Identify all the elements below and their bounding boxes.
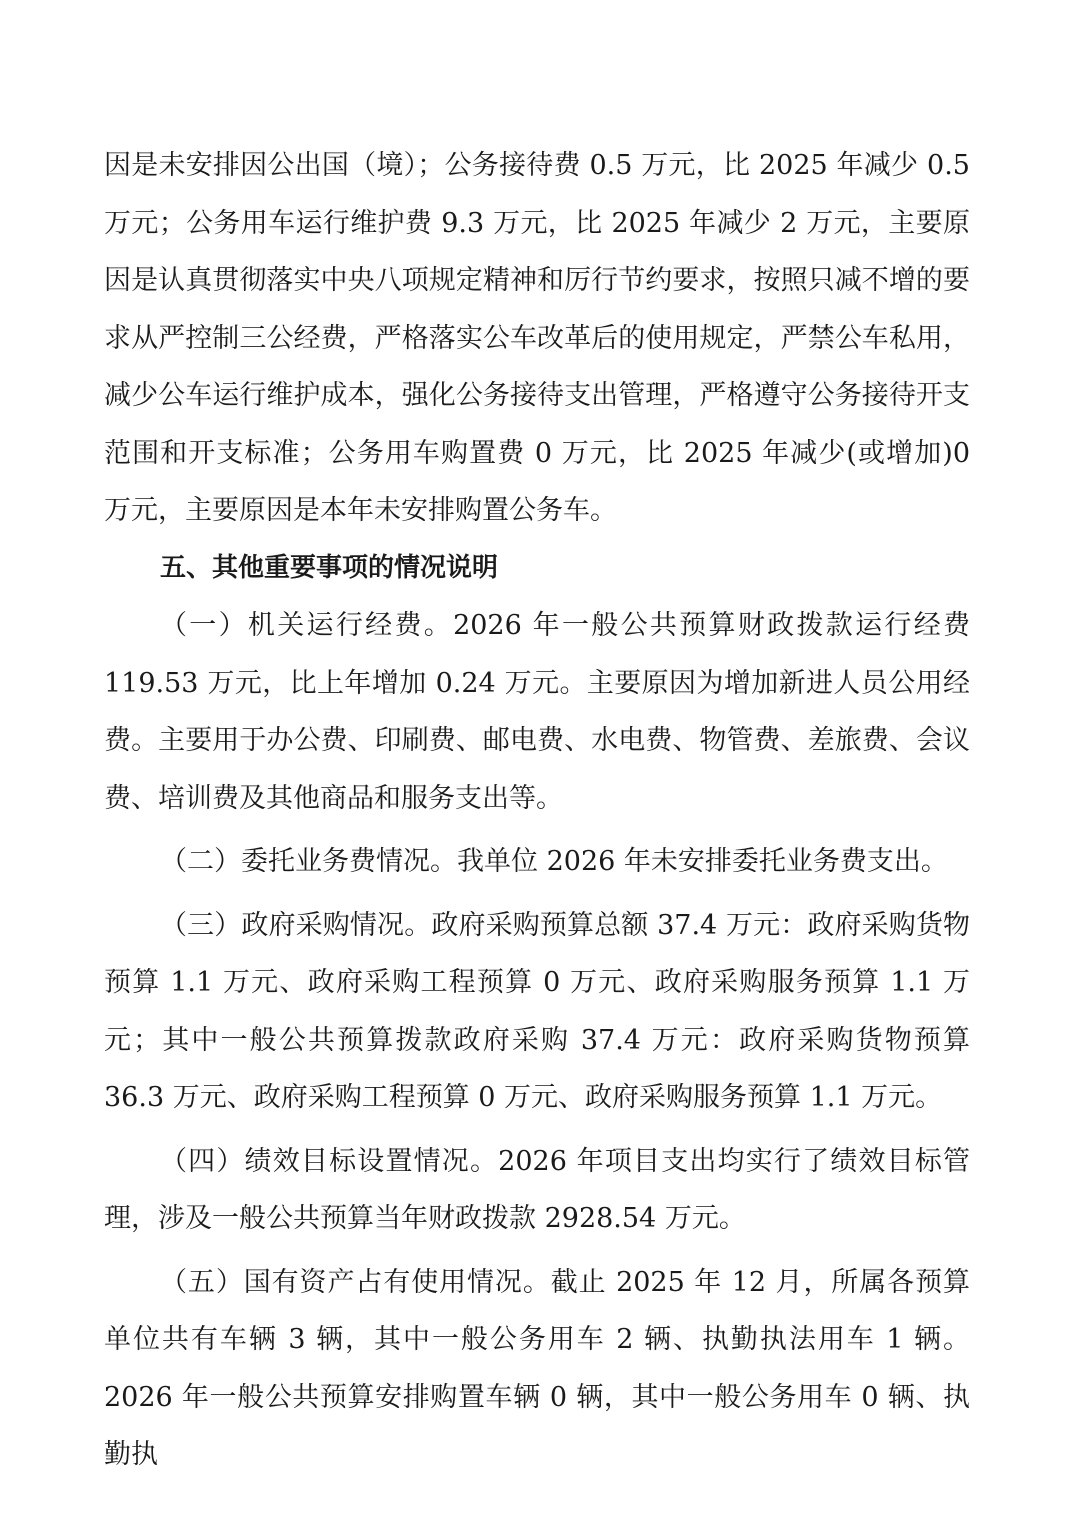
paragraph-performance-targets: （四）绩效目标设置情况。2026 年项目支出均实行了绩效目标管理，涉及一般公共预算当年财政拨款 2928.54 万元。 [104, 1145, 970, 1234]
paragraph-entrusted-business-fees: （二）委托业务费情况。我单位 2026 年未安排委托业务费支出。 [160, 846, 948, 877]
document-body [104, 137, 970, 1484]
paragraph-office-operating-funds: （一）机关运行经费。2026 年一般公共预算财政拨款运行经费 119.53 万元，比上年增加 0.24 万元。主要原因为增加新进人员公用经费。主要用于办公费、印刷费、邮电费、水电费、物管费、差旅费、会议费、培训费及其他商品和服务支出等。 [104, 610, 970, 814]
paragraph-state-assets: （五）国有资产占有使用情况。截止 2025 年 12 月，所属各预算单位共有车辆 3 辆，其中一般公务用车 2 辆、执勤执法用车 1 辆。2026 年一般公共预算安排购置车辆 0 辆，其中一般公务用车 0 辆、执勤执 [104, 1266, 970, 1470]
paragraph-government-procurement: （三）政府采购情况。政府采购预算总额 37.4 万元：政府采购货物预算 1.1 万元、政府采购工程预算 0 万元、政府采购服务预算 1.1 万元；其中一般公共预算拨款政府采购 37.4 万元：政府采购货物预算 36.3 万元、政府采购工程预算 0 万元、政府采购服务预算 1.1 万元。 [104, 909, 970, 1113]
section-heading-5: 五、其他重要事项的情况说明 [160, 552, 499, 583]
paragraph-continued: 因是未安排因公出国（境）；公务接待费 0.5 万元，比 2025 年减少 0.5 万元；公务用车运行维护费 9.3 万元，比 2025 年减少 2 万元，主要原因是认真贯彻落实中央八项规定精神和厉行节约要求，按照只减不增的要求从严控制三公经费，严格落实公车改革后的使用规定，严禁公车私用，减少公车运行维护成本，强化公务接待支出管理，严格遵守公务接待开支范围和开支标准；公务用车购置费 0 万元，比 2025 年减少(或增加)0 万元，主要原因是本年未安排购置公务车。 [104, 150, 970, 526]
